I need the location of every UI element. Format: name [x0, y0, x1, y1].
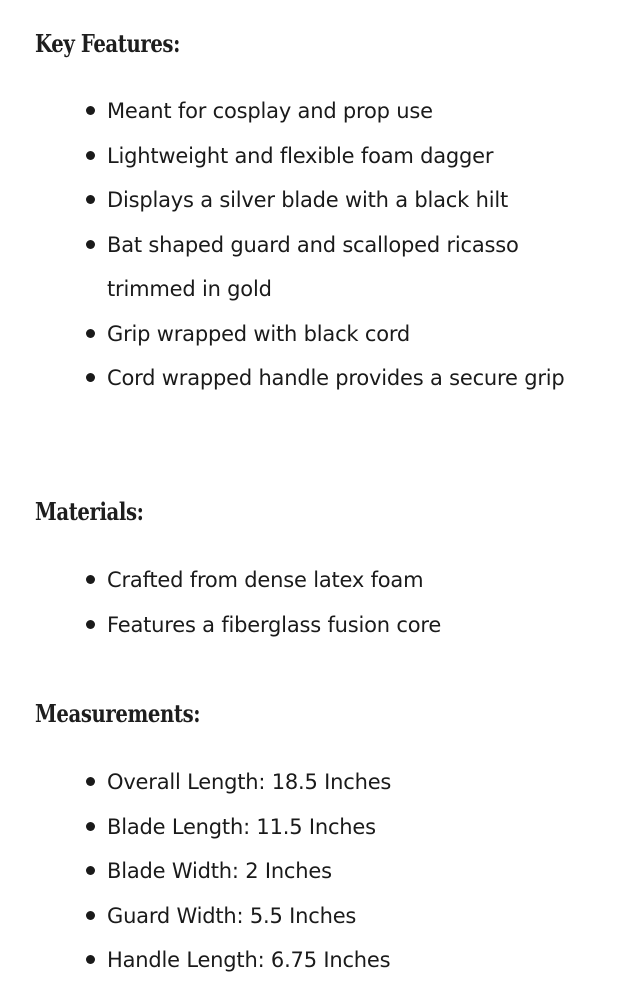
list-item: Blade Width: 2 Inches: [0, 849, 629, 894]
measurements-heading: Measurements:: [35, 699, 201, 728]
list-item: Guard Width: 5.5 Inches: [0, 894, 629, 939]
list-item: Displays a silver blade with a black hilt: [0, 178, 629, 223]
list-item: Bat shaped guard and scalloped ricasso trimmed in gold: [0, 223, 629, 312]
measurements-list: [0, 760, 629, 983]
list-item: Overall Length: 18.5 Inches: [0, 760, 629, 805]
list-item: Lightweight and flexible foam dagger: [0, 134, 629, 179]
list-item: Meant for cosplay and prop use: [0, 89, 629, 134]
list-item: Crafted from dense latex foam: [0, 558, 629, 603]
materials-list: [0, 558, 629, 647]
list-item: Features a fiberglass fusion core: [0, 603, 629, 648]
list-item: Handle Length: 6.75 Inches: [0, 938, 629, 983]
materials-heading: Materials:: [35, 497, 144, 526]
list-item: Blade Length: 11.5 Inches: [0, 805, 629, 850]
list-item: Cord wrapped handle provides a secure grip: [0, 356, 629, 401]
list-item: Grip wrapped with black cord: [0, 312, 629, 357]
key-features-heading: Key Features:: [35, 29, 180, 58]
key-features-list: [0, 89, 629, 401]
